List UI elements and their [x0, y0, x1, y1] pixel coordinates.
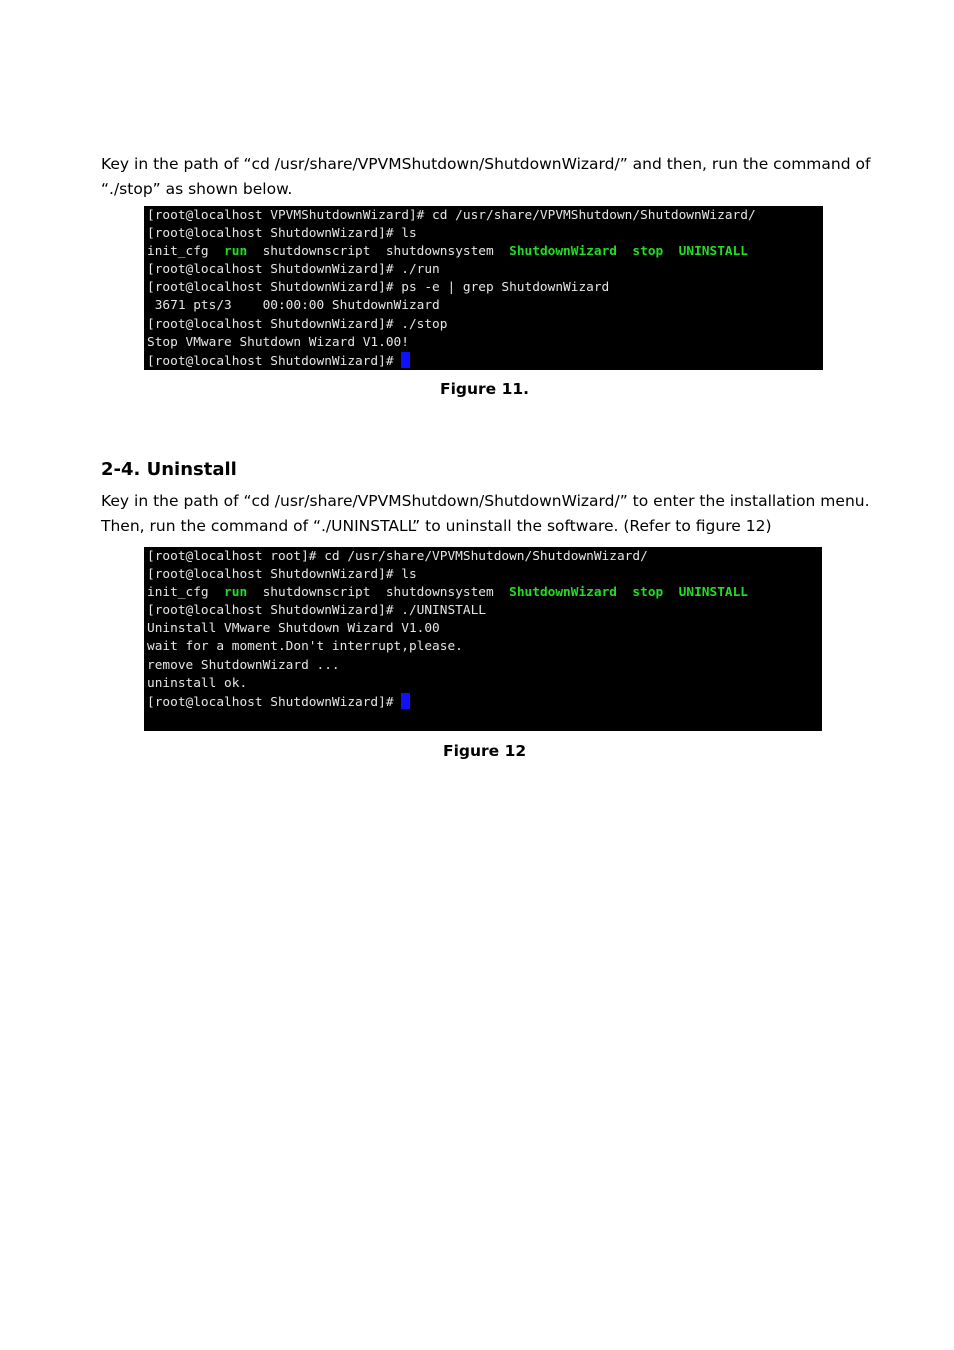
terminal-line: wait for a moment.Don't interrupt,please.: [147, 639, 463, 655]
uninstall-paragraph-line-1: Key in the path of “cd /usr/share/VPVMShutdown/ShutdownWizard/” to enter the installation menu.: [101, 492, 870, 510]
terminal-prompt: [root@localhost ShutdownWizard]#: [147, 694, 402, 710]
ls-entry-run: run: [224, 244, 248, 260]
terminal-line: 3671 pts/3 00:00:00 ShutdownWizard: [147, 298, 440, 314]
ls-entry-uninstall: UNINSTALL: [678, 585, 749, 601]
ls-entry-shutdownwizard: ShutdownWizard: [509, 585, 617, 601]
terminal-screenshot-figure-11: [144, 206, 823, 370]
section-heading-uninstall: 2-4. Uninstall: [101, 459, 237, 480]
terminal-prompt-line: [147, 352, 823, 370]
terminal-line: [root@localhost VPVMShutdownWizard]# cd /usr/share/VPVMShutdown/ShutdownWizard/: [147, 208, 756, 223]
ls-entry-scripts: shutdownscript shutdownsystem: [247, 585, 510, 601]
ls-entry-run: run: [224, 585, 248, 601]
intro-paragraph-line-1: Key in the path of “cd /usr/share/VPVMShutdown/ShutdownWizard/” and then, run the command of: [101, 155, 871, 173]
uninstall-paragraph-line-2: Then, run the command of “./UNINSTALL” to uninstall the software. (Refer to figure 12): [101, 517, 772, 535]
terminal-line: Stop VMware Shutdown Wizard V1.00!: [147, 334, 409, 350]
terminal-screenshot-figure-12: [144, 547, 822, 731]
terminal-line: [root@localhost ShutdownWizard]# ./run: [147, 262, 440, 278]
ls-entry-uninstall: UNINSTALL: [678, 244, 749, 260]
terminal-prompt-line: [147, 693, 822, 711]
cursor-block-icon: [401, 693, 410, 709]
terminal-line: [root@localhost root]# cd /usr/share/VPVMShutdown/ShutdownWizard/: [147, 549, 648, 564]
terminal-line: Uninstall VMware Shutdown Wizard V1.00: [147, 621, 440, 637]
ls-entry-init-cfg: init_cfg: [147, 585, 225, 601]
terminal-line: [root@localhost ShutdownWizard]# ls: [147, 567, 417, 583]
terminal-line: [root@localhost ShutdownWizard]# ./UNINSTALL: [147, 603, 486, 619]
ls-entry-shutdownwizard: ShutdownWizard: [509, 244, 617, 260]
terminal-line: remove ShutdownWizard ...: [147, 657, 340, 673]
cursor-block-icon: [401, 352, 410, 368]
terminal-line: [root@localhost ShutdownWizard]# ./stop: [147, 316, 448, 332]
terminal-line: [root@localhost ShutdownWizard]# ps -e | grep ShutdownWizard: [147, 280, 610, 296]
terminal-ls-output: [147, 243, 823, 261]
ls-entry-scripts: shutdownscript shutdownsystem: [247, 244, 510, 260]
terminal-ls-output: [147, 584, 822, 602]
figure-11-caption: Figure 11.: [440, 380, 530, 398]
figure-12-caption: Figure 12: [443, 742, 527, 760]
ls-entry-stop: stop: [632, 244, 664, 260]
terminal-line: uninstall ok.: [147, 675, 248, 691]
terminal-prompt: [root@localhost ShutdownWizard]#: [147, 353, 402, 369]
intro-paragraph: [101, 152, 871, 202]
ls-entry-stop: stop: [632, 585, 664, 601]
terminal-line: [root@localhost ShutdownWizard]# ls: [147, 226, 417, 242]
intro-paragraph-line-2: “./stop” as shown below.: [101, 180, 293, 198]
ls-entry-init-cfg: init_cfg: [147, 244, 225, 260]
uninstall-paragraph: [101, 489, 870, 539]
